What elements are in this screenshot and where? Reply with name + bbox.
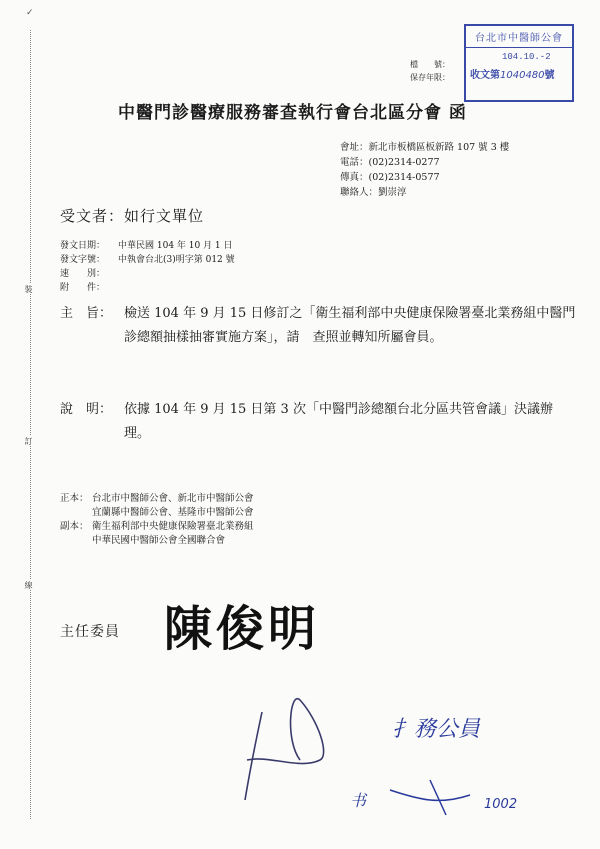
stamp-receipt-number: 1040480 [500,70,545,81]
handwritten-initial: 书 [350,791,367,810]
issue-date-value: 中華民國 104 年 10 月 1 日 [118,241,233,251]
retention-label: 保存年限： [410,73,450,82]
stamp-receipt-suffix: 號 [544,70,555,81]
file-number-label: 檔 號： [410,60,450,69]
subject-text: 檢送 104 年 9 月 15 日修訂之「衛生福利部中央健康保險署臺北業務組中醫門診總額抽樣抽審實施方案」，請 查照並轉知所屬會員。 [124,306,576,345]
handwritten-note: 扌務公員 [392,717,481,742]
cc-line: 中華民國中醫師公會全國聯合會 [92,535,226,546]
director-signature-name: 陳俊明 [164,601,321,657]
contact-person: 聯絡人：劉崇淳 [340,187,407,198]
contact-fax: 傳真：(02)2314-0577 [340,172,440,183]
binding-mark-mid: 訂 [24,437,33,445]
corner-tick: ✓ [26,8,34,18]
main-copy-line: 宜蘭縣中醫師公會、基隆市中醫師公會 [92,507,254,518]
subject-label: 主 旨： [60,306,113,321]
main-copy-line: 台北市中醫師公會、新北市中醫師公會 [92,493,254,504]
attachment-label: 附 件： [60,283,106,293]
description-label: 說 明： [60,402,113,417]
stamp-org: 台北市中醫師公會 [466,26,572,48]
description-text: 依據 104 年 9 月 15 日第 3 次「中醫門診總額台北分區共管會議」決議辦理。 [124,402,553,441]
stamp-date: 104.10.-2 [502,52,551,62]
contact-phone: 電話：(02)2314-0277 [340,157,440,168]
speed-label: 速 別： [60,269,106,279]
issue-date-label: 發文日期： [60,241,106,251]
main-copy-label: 正本： [60,493,89,504]
stamp-receipt-label: 收文第 [470,70,500,81]
recipient-line: 受文者：如行文單位 [60,207,205,225]
contact-address: 會址：新北市板橋區板新路 107 號 3 樓 [340,142,510,153]
binding-mark-bottom: 線 [24,581,33,589]
issue-ref-label: 發文字號： [60,255,106,265]
issue-ref-value: 中執會台北(3)明字第 012 號 [118,255,235,265]
handwritten-date: 1002 [484,797,518,812]
binding-mark-top: 裝 [24,285,33,293]
cc-label: 副本： [60,521,89,532]
cc-line: 衛生福利部中央健康保險署臺北業務組 [92,521,254,532]
director-title: 主任委員 [60,624,120,640]
document-title: 中醫門診醫療服務審查執行會台北區分會 函 [118,103,467,123]
